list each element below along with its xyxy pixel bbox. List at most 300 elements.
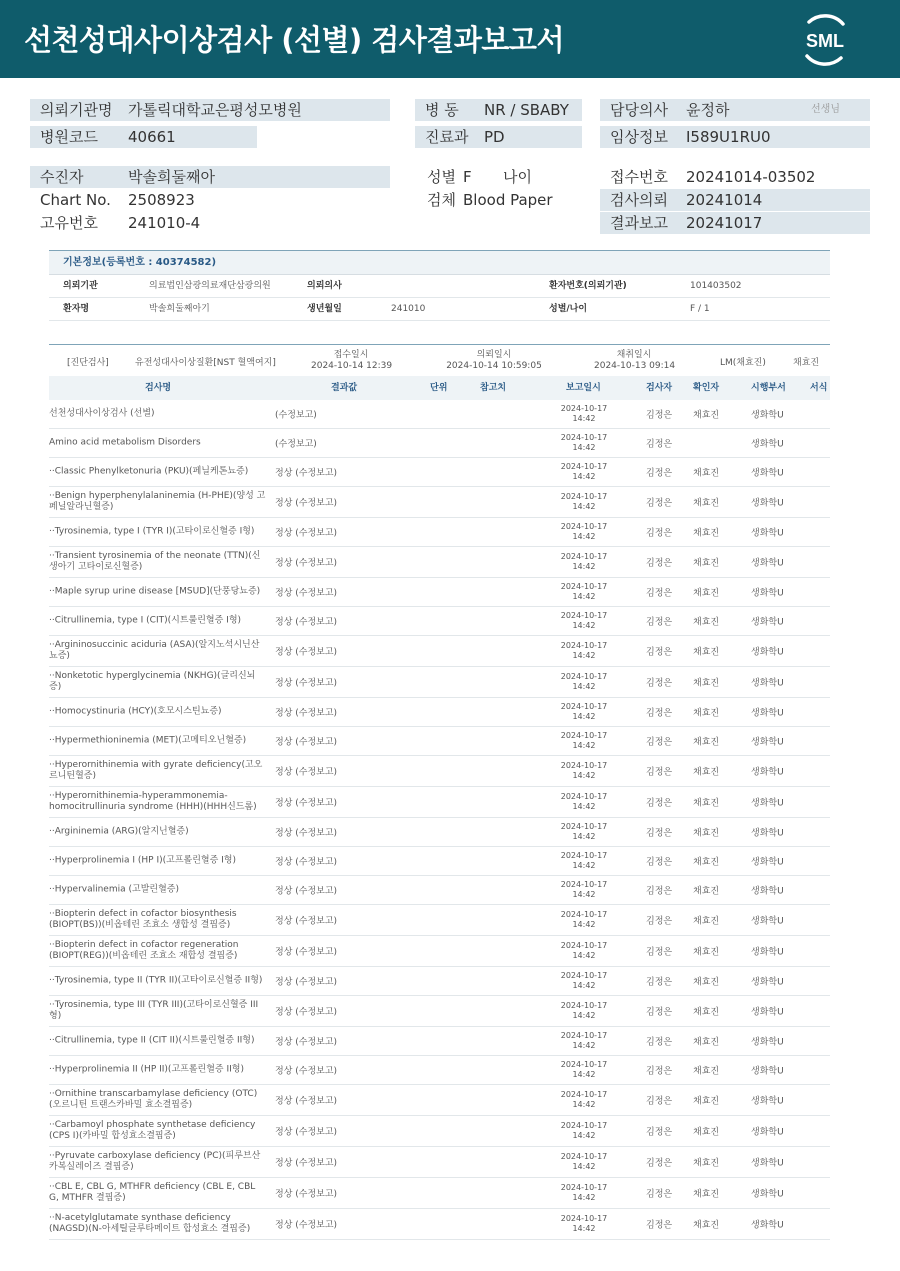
report-time: 14:42 [572, 472, 596, 481]
table-row [49, 458, 830, 487]
department: 생화학U [751, 410, 784, 421]
test-name: ··CBL E, CBL G, MTHFR deficiency (CBL E, CBL G, MTHFR 결핍증) [49, 1182, 256, 1203]
table-row [49, 698, 830, 727]
report-date: 2024-10-17 [560, 1031, 608, 1040]
col-unit: 단위 [430, 383, 448, 393]
department: 생화학U [751, 916, 784, 927]
confirmer: 채효진 [693, 410, 720, 421]
table-row [49, 727, 830, 756]
report-title: 선천성대사이상검사 (선별) 검사결과보고서 [24, 23, 564, 57]
report-datetime [556, 462, 612, 482]
report-datetime [556, 1183, 612, 1203]
examiner: 김정은 [646, 498, 673, 509]
report-date: 2024-10-17 [560, 851, 608, 860]
diag-received [311, 350, 391, 372]
report-datetime [556, 851, 612, 871]
report-date-field [600, 212, 870, 234]
diagnosis-info [49, 344, 830, 376]
examiner: 김정은 [646, 947, 673, 958]
report-time: 14:42 [572, 890, 596, 899]
report-time: 14:42 [572, 443, 596, 452]
report-time: 14:42 [572, 861, 596, 870]
test-name: ··Hyperornithinemia-hyperammonemia-homocitrullinuria syndrome (HHH)(HHH신드롬) [49, 791, 257, 812]
report-datetime [556, 1090, 612, 1110]
basic-sexage-label: 성별/나이 [549, 304, 588, 314]
report-datetime [556, 1121, 612, 1141]
report-time: 14:42 [572, 832, 596, 841]
result-value: 정상 (수정보고) [275, 588, 338, 599]
table-row [49, 936, 830, 967]
report-date: 2024-10-17 [560, 880, 608, 889]
report-time: 14:42 [572, 741, 596, 750]
confirmer: 채효진 [693, 708, 720, 719]
basic-inst-label: 의뢰기관 [63, 281, 98, 291]
specimen-value: Blood Paper [463, 191, 553, 209]
request-date-value: 20241014 [686, 191, 763, 209]
result-value: 정상 (수정보고) [275, 647, 338, 658]
test-name: ··Tyrosinemia, type II (TYR II)(고타이로신혈증 II형) [49, 975, 263, 986]
table-row [49, 578, 830, 607]
test-name: ··Nonketotic hyperglycinemia (NKHG)(글리신뇌증) [49, 671, 256, 692]
department: 생화학U [751, 617, 784, 628]
results-table-body [49, 400, 830, 1240]
diag-collected-label: 채취일시 [616, 350, 652, 360]
result-value: 정상 (수정보고) [275, 708, 338, 719]
logo-text: SML [806, 31, 844, 51]
hospital-code-value: 40661 [128, 128, 176, 146]
examiner: 김정은 [646, 647, 673, 658]
result-value: 정상 (수정보고) [275, 1127, 338, 1138]
report-time: 14:42 [572, 592, 596, 601]
report-date: 2024-10-17 [560, 971, 608, 980]
result-value: 정상 (수정보고) [275, 737, 338, 748]
diag-person: 채효진 [793, 358, 820, 368]
report-datetime [556, 433, 612, 453]
report-datetime [556, 1001, 612, 1021]
test-name: ··Biopterin defect in cofactor regeneration (BIOPT(REG))(비옵테린 조효소 재합성 결핍증) [49, 940, 239, 961]
confirmer: 채효진 [693, 1189, 720, 1200]
test-name: ··Biopterin defect in cofactor biosynthesis (BIOPT(BS))(비옵테린 조효소 생합성 결핍증) [49, 909, 237, 930]
confirmer: 채효진 [693, 947, 720, 958]
report-time: 14:42 [572, 562, 596, 571]
report-date: 2024-10-17 [560, 462, 608, 471]
sml-logo [797, 12, 853, 68]
sex-age-field [417, 166, 587, 188]
result-value: (수정보고) [275, 410, 317, 421]
report-datetime [556, 702, 612, 722]
diag-requested-label: 의뢰일시 [476, 350, 512, 360]
report-date: 2024-10-17 [560, 582, 608, 591]
confirmer: 채효진 [693, 828, 720, 839]
examiner: 김정은 [646, 1220, 673, 1231]
test-name: ··Argininemia (ARG)(알지닌혈증) [49, 826, 189, 837]
test-name: ··Transient tyrosinemia of the neonate (TTN)(신생아기 고타이로신혈증) [49, 551, 261, 572]
table-row [49, 400, 830, 429]
result-value: 정상 (수정보고) [275, 528, 338, 539]
report-date: 2024-10-17 [560, 910, 608, 919]
test-name: 선천성대사이상검사 (선별) [49, 408, 155, 419]
confirmer: 채효진 [693, 886, 720, 897]
examiner: 김정은 [646, 588, 673, 599]
unique-no-value: 241010-4 [128, 214, 201, 232]
confirmer: 채효진 [693, 798, 720, 809]
test-name: ··Classic Phenylketonuria (PKU)(페닐케톤뇨증) [49, 466, 249, 477]
test-name: ··Homocystinuria (HCY)(호모시스틴뇨증) [49, 706, 222, 717]
confirmer: 채효진 [693, 767, 720, 778]
examiner: 김정은 [646, 678, 673, 689]
table-row [49, 607, 830, 636]
table-row [49, 847, 830, 876]
result-value: 정상 (수정보고) [275, 977, 338, 988]
table-row [49, 518, 830, 547]
hospital-code-label: 병원코드 [40, 128, 98, 146]
report-time: 14:42 [572, 532, 596, 541]
table-row [49, 1178, 830, 1209]
confirmer: 채효진 [693, 588, 720, 599]
table-row [49, 1209, 830, 1240]
examiner: 김정은 [646, 468, 673, 479]
department: 생화학U [751, 1220, 784, 1231]
table-row [49, 547, 830, 578]
diag-test: 유전성대사이상질환[NST 혈액여지] [135, 358, 276, 368]
report-date: 2024-10-17 [560, 404, 608, 413]
diag-requested [445, 350, 543, 372]
result-value: 정상 (수정보고) [275, 468, 338, 479]
report-time: 14:42 [572, 1193, 596, 1202]
report-datetime [556, 761, 612, 781]
sex-label: 성별 [427, 168, 456, 186]
report-datetime [556, 611, 612, 631]
clinical-label: 임상정보 [610, 128, 668, 146]
confirmer: 채효진 [693, 916, 720, 927]
department: 생화학U [751, 1037, 784, 1048]
department: 생화학U [751, 886, 784, 897]
report-date: 2024-10-17 [560, 672, 608, 681]
col-name: 검사명 [145, 383, 172, 393]
unique-no-label: 고유번호 [40, 214, 98, 232]
test-name: ··Hypermethioninemia (MET)(고메티오닌혈증) [49, 735, 247, 746]
test-name: ··Citrullinemia, type II (CIT II)(시트룰린혈증 II형) [49, 1035, 255, 1046]
report-datetime [556, 641, 612, 661]
test-name: Amino acid metabolism Disorders [49, 437, 201, 448]
chart-no-field [30, 189, 390, 211]
report-date: 2024-10-17 [560, 492, 608, 501]
department: 생화학U [751, 1189, 784, 1200]
report-date: 2024-10-17 [560, 1060, 608, 1069]
report-datetime [556, 492, 612, 512]
result-value: 정상 (수정보고) [275, 1189, 338, 1200]
report-date: 2024-10-17 [560, 761, 608, 770]
table-row [49, 1085, 830, 1116]
report-time: 14:42 [572, 1011, 596, 1020]
report-datetime [556, 404, 612, 424]
table-row [49, 996, 830, 1027]
table-row [49, 487, 830, 518]
report-datetime [556, 941, 612, 961]
report-time: 14:42 [572, 771, 596, 780]
report-date-label: 결과보고 [610, 214, 668, 232]
department: 생화학U [751, 798, 784, 809]
confirmer: 채효진 [693, 528, 720, 539]
report-datetime [556, 1031, 612, 1051]
department: 생화학U [751, 857, 784, 868]
examiner: 김정은 [646, 886, 673, 897]
result-value: (수정보고) [275, 439, 317, 450]
report-time: 14:42 [572, 981, 596, 990]
department: 생화학U [751, 947, 784, 958]
receipt-no-field [600, 166, 870, 188]
confirmer: 채효진 [693, 1127, 720, 1138]
examiner: 김정은 [646, 798, 673, 809]
basic-birth-value: 241010 [391, 304, 426, 314]
table-row [49, 636, 830, 667]
hospital-code-field [30, 126, 257, 148]
test-name: ··Hyperornithinemia with gyrate deficiency(고오르니틴혈증) [49, 760, 263, 781]
table-row [49, 818, 830, 847]
basic-name-label: 환자명 [63, 304, 90, 314]
basic-info-row-2 [49, 298, 830, 321]
confirmer: 채효진 [693, 1220, 720, 1231]
test-name: ··Carbamoyl phosphate synthetase deficiency (CPS I)(카바밀 합성효소결핍증) [49, 1120, 256, 1141]
report-time: 14:42 [572, 802, 596, 811]
confirmer: 채효진 [693, 1066, 720, 1077]
table-row [49, 1116, 830, 1147]
department-value: PD [484, 128, 505, 146]
report-time: 14:42 [572, 712, 596, 721]
report-header [0, 0, 900, 78]
examiner: 김정은 [646, 528, 673, 539]
result-value: 정상 (수정보고) [275, 617, 338, 628]
diag-received-value: 2024-10-14 12:39 [311, 361, 393, 371]
report-datetime [556, 522, 612, 542]
result-value: 정상 (수정보고) [275, 767, 338, 778]
table-row [49, 905, 830, 936]
test-name: ··N-acetylglutamate synthase deficiency (NAGSD)(N-아세틸글루타메이트 합성효소 결핍증) [49, 1213, 251, 1234]
report-time: 14:42 [572, 1224, 596, 1233]
report-date-value: 20241017 [686, 214, 763, 232]
age-label: 나이 [503, 168, 532, 186]
diag-lm: LM(채효진) [720, 358, 766, 368]
department: 생화학U [751, 468, 784, 479]
col-report: 보고일시 [566, 383, 601, 393]
specimen-field [417, 189, 587, 211]
patient-value: 박솔희둘째아 [128, 168, 215, 186]
department: 생화학U [751, 558, 784, 569]
report-date: 2024-10-17 [560, 433, 608, 442]
specimen-label: 검체 [427, 191, 456, 209]
test-name: ··Hypervalinemia (고발린혈증) [49, 884, 179, 895]
department: 생화학U [751, 439, 784, 450]
patient-label: 수진자 [40, 168, 84, 186]
confirmer: 채효진 [693, 977, 720, 988]
department: 생화학U [751, 977, 784, 988]
basic-name-value: 박솔희둘째아기 [149, 304, 210, 314]
report-datetime [556, 910, 612, 930]
diag-type: [진단검사] [67, 358, 109, 368]
test-name: ··Maple syrup urine disease [MSUD](단풍당뇨증) [49, 586, 261, 597]
department: 생화학U [751, 1127, 784, 1138]
test-name: ··Hyperprolinemia II (HP II)(고프롤린혈증 II형) [49, 1064, 244, 1075]
table-row [49, 1147, 830, 1178]
confirmer: 채효진 [693, 498, 720, 509]
table-row [49, 667, 830, 698]
department: 생화학U [751, 828, 784, 839]
result-value: 정상 (수정보고) [275, 1096, 338, 1107]
report-date: 2024-10-17 [560, 1090, 608, 1099]
confirmer: 채효진 [693, 468, 720, 479]
report-datetime [556, 792, 612, 812]
basic-info-row-1 [49, 275, 830, 298]
examiner: 김정은 [646, 767, 673, 778]
report-time: 14:42 [572, 682, 596, 691]
examiner: 김정은 [646, 916, 673, 927]
confirmer: 채효진 [693, 857, 720, 868]
result-value: 정상 (수정보고) [275, 1007, 338, 1018]
report-datetime [556, 582, 612, 602]
examiner: 김정은 [646, 439, 673, 450]
result-value: 정상 (수정보고) [275, 886, 338, 897]
department: 생화학U [751, 588, 784, 599]
doctor-value: 윤정하 [686, 101, 730, 119]
result-value: 정상 (수정보고) [275, 798, 338, 809]
result-value: 정상 (수정보고) [275, 1158, 338, 1169]
report-date: 2024-10-17 [560, 1121, 608, 1130]
report-datetime [556, 1214, 612, 1234]
clinical-value: I589U1RU0 [686, 128, 771, 146]
report-datetime [556, 880, 612, 900]
department-field [415, 126, 582, 148]
department: 생화학U [751, 767, 784, 778]
report-datetime [556, 822, 612, 842]
department: 생화학U [751, 708, 784, 719]
result-value: 정상 (수정보고) [275, 678, 338, 689]
diag-collected [594, 350, 674, 372]
examiner: 김정은 [646, 708, 673, 719]
basic-pid-value: 101403502 [690, 281, 742, 291]
confirmer: 채효진 [693, 1158, 720, 1169]
doctor-label: 담당의사 [610, 101, 668, 119]
test-name: ··Citrullinemia, type I (CIT)(시트룰린혈증 I형) [49, 615, 242, 626]
department: 생화학U [751, 737, 784, 748]
ward-field [415, 99, 582, 121]
diag-requested-value: 2024-10-14 10:59:05 [446, 361, 542, 371]
examiner: 김정은 [646, 617, 673, 628]
basic-birth-label: 생년월일 [307, 304, 342, 314]
examiner: 김정은 [646, 977, 673, 988]
ward-label: 병 동 [425, 101, 459, 119]
report-date: 2024-10-17 [560, 1183, 608, 1192]
diag-collected-value: 2024-10-13 09:14 [594, 361, 676, 371]
report-datetime [556, 1060, 612, 1080]
report-time: 14:42 [572, 651, 596, 660]
test-name: ··Benign hyperphenylalaninemia (H-PHE)(양성 고페닐알라닌혈증) [49, 491, 266, 512]
doctor-note: 선생님 [811, 104, 840, 115]
diag-received-label: 접수일시 [333, 350, 369, 360]
patient-field [30, 166, 390, 188]
report-date: 2024-10-17 [560, 792, 608, 801]
confirmer: 채효진 [693, 1037, 720, 1048]
report-time: 14:42 [572, 414, 596, 423]
examiner: 김정은 [646, 1096, 673, 1107]
col-confirmer: 확인자 [693, 383, 720, 393]
basic-info-heading: 기본정보(등록번호 : 40374582) [49, 251, 830, 275]
table-row [49, 787, 830, 818]
table-row [49, 967, 830, 996]
report-date: 2024-10-17 [560, 522, 608, 531]
basic-doctor-label: 의뢰의사 [307, 281, 342, 291]
result-value: 정상 (수정보고) [275, 1037, 338, 1048]
col-result: 결과값 [331, 383, 358, 393]
examiner: 김정은 [646, 1189, 673, 1200]
test-name: ··Tyrosinemia, type III (TYR III)(고타이로신혈증 III형) [49, 1000, 259, 1021]
unique-no-field [30, 212, 390, 234]
result-value: 정상 (수정보고) [275, 1066, 338, 1077]
report-date: 2024-10-17 [560, 702, 608, 711]
table-row [49, 876, 830, 905]
report-datetime [556, 552, 612, 572]
examiner: 김정은 [646, 1127, 673, 1138]
request-date-field [600, 189, 870, 211]
confirmer: 채효진 [693, 617, 720, 628]
report-time: 14:42 [572, 1070, 596, 1079]
report-time: 14:42 [572, 1100, 596, 1109]
report-date: 2024-10-17 [560, 1214, 608, 1223]
basic-sexage-value: F / 1 [690, 304, 710, 314]
doctor-field [600, 99, 870, 121]
test-name: ··Tyrosinemia, type I (TYR I)(고타이로신혈증 I형) [49, 526, 255, 537]
examiner: 김정은 [646, 828, 673, 839]
report-date: 2024-10-17 [560, 641, 608, 650]
department: 생화학U [751, 1066, 784, 1077]
report-time: 14:42 [572, 1041, 596, 1050]
request-date-label: 검사의뢰 [610, 191, 668, 209]
examiner: 김정은 [646, 558, 673, 569]
report-time: 14:42 [572, 1162, 596, 1171]
report-date: 2024-10-17 [560, 822, 608, 831]
result-value: 정상 (수정보고) [275, 916, 338, 927]
test-name: ··Pyruvate carboxylase deficiency (PC)(피루브산 카복실레이즈 결핍증) [49, 1151, 261, 1172]
institution-value: 가톨릭대학교은평성모병원 [128, 101, 302, 119]
result-value: 정상 (수정보고) [275, 857, 338, 868]
table-row [49, 1027, 830, 1056]
department: 생화학U [751, 647, 784, 658]
report-datetime [556, 971, 612, 991]
department: 생화학U [751, 528, 784, 539]
result-value: 정상 (수정보고) [275, 947, 338, 958]
examiner: 김정은 [646, 737, 673, 748]
confirmer: 채효진 [693, 647, 720, 658]
report-time: 14:42 [572, 502, 596, 511]
test-name: ··Hyperprolinemia I (HP I)(고프롤린혈증 I형) [49, 855, 237, 866]
col-examiner: 검사자 [646, 383, 673, 393]
report-date: 2024-10-17 [560, 731, 608, 740]
confirmer: 채효진 [693, 678, 720, 689]
report-time: 14:42 [572, 920, 596, 929]
report-date: 2024-10-17 [560, 1001, 608, 1010]
ward-value: NR / SBABY [484, 101, 569, 119]
table-row [49, 756, 830, 787]
col-dept: 시행부서 [751, 383, 786, 393]
department: 생화학U [751, 498, 784, 509]
examiner: 김정은 [646, 410, 673, 421]
test-name: ··Argininosuccinic aciduria (ASA)(알지노석시닌산뇨증) [49, 640, 260, 661]
report-datetime [556, 1152, 612, 1172]
department: 생화학U [751, 678, 784, 689]
report-time: 14:42 [572, 621, 596, 630]
confirmer: 채효진 [693, 558, 720, 569]
confirmer: 채효진 [693, 1007, 720, 1018]
basic-inst-value: 의료법인삼광의료재단삼광의원 [149, 281, 271, 291]
